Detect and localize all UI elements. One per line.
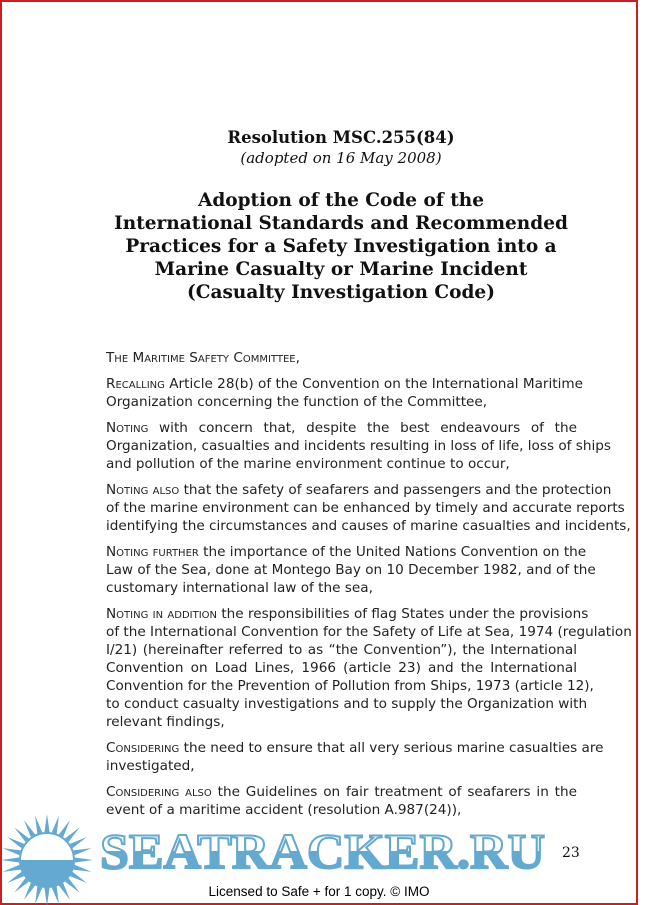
text-line xyxy=(106,695,588,713)
text-line xyxy=(106,713,577,731)
sun-ray xyxy=(7,872,24,883)
line-text: Law of the Sea, done at Montego Bay on 10 December 1982, and of the xyxy=(106,562,596,578)
line-text: Convention for the Prevention of Pollution from Ships, 1973 (article 12), xyxy=(106,678,594,694)
lead-phrase: Recalling xyxy=(106,376,165,392)
line-text: the importance of the United Nations Convention on the xyxy=(198,544,587,560)
sun-ray xyxy=(35,816,42,834)
sun-ray xyxy=(1,857,19,862)
text-line xyxy=(106,561,596,579)
paragraph xyxy=(106,419,611,473)
sun-ray xyxy=(70,837,87,848)
title-line: Practices for a Safety Investigation into a xyxy=(125,236,557,257)
line-text: Convention on Load Lines, 1966 (article 23) and the International xyxy=(106,660,577,676)
lead-phrase: Noting also xyxy=(106,482,180,498)
text-line xyxy=(106,783,577,801)
line-text: investigated, xyxy=(106,758,195,774)
paragraph xyxy=(106,543,596,597)
text-line xyxy=(106,739,604,757)
text-line xyxy=(106,677,594,695)
text-line xyxy=(106,393,577,411)
lead-phrase: Noting further xyxy=(106,544,199,560)
line-text: relevant findings, xyxy=(106,714,225,730)
sun-ray xyxy=(44,814,49,832)
page-number: 23 xyxy=(562,845,580,861)
text-line xyxy=(106,517,631,535)
paragraph xyxy=(106,375,583,411)
lead-phrase: Considering also xyxy=(106,784,212,800)
line-text: customary international law of the sea, xyxy=(106,580,373,596)
lead-phrase: Noting xyxy=(106,420,149,436)
sun-ray xyxy=(59,820,70,837)
text-line xyxy=(106,419,577,437)
line-text: Organization concerning the function of the Committee, xyxy=(106,394,488,410)
line-text: of the marine environment can be enhanced by timely and accurate reports xyxy=(106,500,625,516)
paragraph xyxy=(106,349,577,367)
sun-ray xyxy=(73,848,91,855)
sun-ray xyxy=(7,837,24,848)
sun-ray xyxy=(14,827,29,842)
line-text: Organization, casualties and incidents resulting in loss of life, loss of ships xyxy=(106,438,611,454)
text-line xyxy=(106,757,577,775)
watermark-text: SEATRACKER.RU xyxy=(100,823,545,879)
sun-ray xyxy=(70,872,87,883)
line-text: the responsibilities of flag States under the provisions xyxy=(217,606,589,622)
text-line xyxy=(106,579,577,597)
sun-ray xyxy=(3,848,21,855)
text-line xyxy=(106,499,625,517)
paragraph xyxy=(106,605,632,731)
title-line: Adoption of the Code of the xyxy=(197,190,485,211)
document-title xyxy=(22,189,660,304)
text-line xyxy=(106,481,612,499)
sun-ray xyxy=(75,857,93,862)
text-line xyxy=(106,623,632,641)
line-text: that the safety of seafarers and passengers and the protection xyxy=(179,482,612,498)
text-line xyxy=(106,543,587,561)
text-line xyxy=(106,455,577,473)
line-text: event of a maritime accident (resolution A.987(24)), xyxy=(106,802,462,818)
line-text: of the International Convention for the Safety of Life at Sea, 1974 (regulation xyxy=(106,624,632,640)
text-line xyxy=(106,375,583,393)
text-line xyxy=(106,659,577,677)
title-line: International Standards and Recommended xyxy=(114,213,568,234)
adoption-date: (adopted on 16 May 2008) xyxy=(240,149,442,167)
line-text: I/21) (hereinafter referred to as “the Convention”), the International xyxy=(106,642,577,658)
lead-phrase: Considering xyxy=(106,740,180,756)
line-text: identifying the circumstances and causes of marine casualties and incidents, xyxy=(106,518,631,534)
sun-ray xyxy=(52,816,59,834)
line-text: and pollution of the marine environment continue to occur, xyxy=(106,456,510,472)
document-body xyxy=(106,349,632,827)
text-line xyxy=(106,641,577,659)
line-text: the Guidelines on fair treatment of seafarers in the xyxy=(211,784,577,800)
license-notice: Licensed to Safe + for 1 copy. © IMO xyxy=(208,884,430,899)
sun-ray xyxy=(65,827,80,842)
lead-phrase: Noting in addition xyxy=(106,606,217,622)
text-line xyxy=(106,437,611,455)
sun-ray xyxy=(24,820,35,837)
sun-ray xyxy=(73,865,91,872)
resolution-number: Resolution MSC.255(84) xyxy=(227,128,455,147)
line-text: to conduct casualty investigations and to supply the Organization with xyxy=(106,696,588,712)
sun-ray xyxy=(3,865,21,872)
text-line xyxy=(106,605,589,623)
line-text: with concern that, despite the best endeavours of the xyxy=(148,420,577,436)
title-line: Marine Casualty or Marine Incident xyxy=(154,259,528,280)
title-line: (Casualty Investigation Code) xyxy=(187,282,495,303)
line-text: the need to ensure that all very serious marine casualties are xyxy=(179,740,604,756)
paragraph xyxy=(106,739,604,775)
paragraph xyxy=(106,481,631,535)
text-line xyxy=(106,349,577,367)
line-text: Article 28(b) of the Convention on the International Maritime xyxy=(164,376,583,392)
lead-phrase: The Maritime Safety Committee, xyxy=(106,350,300,366)
